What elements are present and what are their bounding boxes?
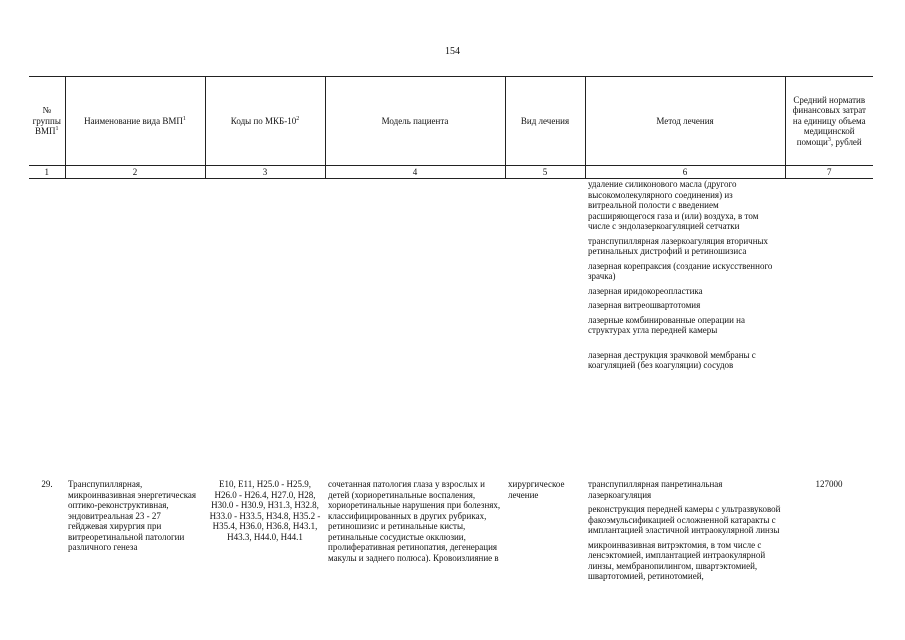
method-item: лазерная иридокореопластика (588, 285, 703, 296)
method-item: лазерная деструкция зрачковой мембраны с коагуляцией (без коагуляции) сосудов (588, 349, 756, 370)
header-cost-norm: Средний норматив финансовых затрат на единицу объема медицинской помощи$^3$, рублей (785, 77, 873, 166)
method-item: лазерная витреошвартотомия (588, 300, 701, 310)
vmp-name-cell: Транспупиллярная, микроинвазивная энергетическая оптико-реконструктивная, эндовитреальная 23 - 27 гейджевая хирургия при витреоретинальной патологии различного генеза (68, 479, 197, 552)
header-patient-model: Модель пациента (325, 77, 505, 166)
table-row-29 (29, 479, 873, 586)
treatment-methods-cell (585, 479, 785, 586)
header-row (29, 77, 873, 166)
vmp-table (29, 76, 873, 586)
cost-cell: 127000 (815, 479, 843, 489)
patient-model-cell: сочетанная патология глаза у взрослых и детей (хориоретинальные воспаления, хориоретинальные нарушения при болезнях, классифицированных в других рубриках, ретиношизис и ретинальные кисты, ретинальные сосудистые окклюзии, пролиферативная ретинопатия, дегенерация макулы и заднего полюса). Кровоизлияние в (328, 479, 501, 563)
column-number: 7 (785, 166, 873, 179)
continuation-methods-cell (585, 179, 785, 480)
method-item: реконструкция передней камеры с ультразвуковой факоэмульсификацией осложненной катаракты с имплантацией эластичной интраокулярной линзы (588, 504, 781, 535)
method-item: транспупиллярная лазеркоагуляция вторичных ретинальных дистрофий и ретиношизиса (588, 235, 769, 256)
treatment-type-cell: хирургическое лечение (508, 479, 565, 500)
column-number: 4 (325, 166, 505, 179)
header-vmp-name: Наименование вида ВМП$^1$ (65, 77, 205, 166)
header-treatment-method: Метод лечения (585, 77, 785, 166)
column-number-row (29, 166, 873, 179)
icd-codes-cell: E10, E11, H25.0 - H25.9, H26.0 - H26.4, H27.0, H28, H30.0 - H30.9, H31.3, H32.8, H33.0 - H33.5, H34.8, H35.2 - H35.4, H36.0, H36.8, H43.1, H43.3, H44.0, H44.1 (209, 479, 321, 542)
method-item: транспупиллярная панретинальная лазеркоагуляция (588, 479, 723, 500)
header-treatment-type: Вид лечения (505, 77, 585, 166)
page-number: 154 (445, 46, 460, 57)
method-item: лазерная корепраксия (создание искусственного зрачка) (588, 260, 773, 281)
method-item: удаление силиконового масла (другого высокомолекулярного соединения) из витреальной полости с введением расширяющегося газа и (или) воздуха, в том числе с эндолазеркоагуляцией сетчатки (588, 179, 759, 231)
column-number: 3 (205, 166, 325, 179)
column-number: 2 (65, 166, 205, 179)
header-group-number: № группы ВМП$^1$ (29, 77, 65, 166)
continuation-row (29, 179, 873, 480)
group-number-cell: 29. (41, 479, 53, 489)
column-number: 6 (585, 166, 785, 179)
method-item: лазерные комбинированные операции на структурах угла передней камеры (588, 314, 745, 335)
header-icd-codes: Коды по МКБ-$10^2$ (205, 77, 325, 166)
column-number: 5 (505, 166, 585, 179)
method-item: микроинвазивная витрэктомия, в том числе с ленсэктомией, имплантацией интраокулярной линзы, мембранопилингом, швартэктомией, швартотомией, ретинотомией, (588, 539, 766, 581)
column-number: 1 (29, 166, 65, 179)
